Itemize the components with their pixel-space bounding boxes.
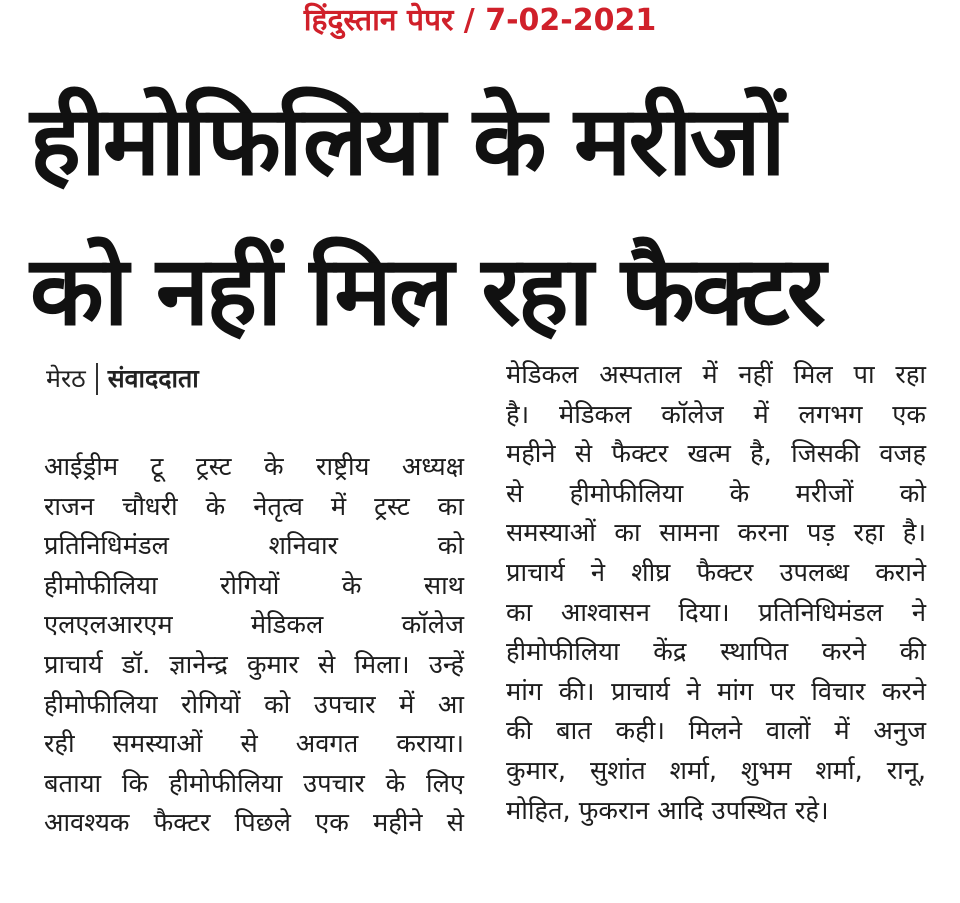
headline xyxy=(30,66,930,366)
byline-author: संवाददाता xyxy=(107,364,199,393)
article-line: से हीमोफीलिया के मरीजों को xyxy=(506,478,926,509)
article-line: की बात कही। मिलने वालों में अनुज xyxy=(506,716,926,747)
article-line: का आश्वासन दिया। प्रतिनिधिमंडल ने xyxy=(506,597,926,628)
article-line: आईड्रीम टू ट्रस्ट के राष्ट्रीय अध्यक्ष xyxy=(44,452,464,482)
article-line: हीमोफीलिया रोगियों को उपचार में आ xyxy=(44,689,464,720)
article-column-right xyxy=(506,356,926,831)
byline xyxy=(46,362,199,396)
article-line: हीमोफीलिया केंद्र स्थापित करने की xyxy=(506,637,926,668)
article-line: हीमोफीलिया रोगियों के साथ xyxy=(44,570,464,601)
article-line: मोहित, फुकरान आदि उपस्थित रहे। xyxy=(506,795,829,826)
article-line: कुमार, सुशांत शर्मा, शुभम शर्मा, रानू, xyxy=(506,755,926,786)
article-line: रही समस्याओं से अवगत कराया। xyxy=(44,729,464,760)
headline-line-1: हीमोफिलिया के मरीजों xyxy=(30,85,783,197)
byline-place: मेरठ xyxy=(46,364,86,393)
article-line: मेडिकल अस्पताल में नहीं मिल पा रहा xyxy=(506,360,926,390)
headline-line-2: को नहीं मिल रहा फैक्टर xyxy=(30,235,823,347)
article-line: समस्याओं का सामना करना पड़ रहा है। xyxy=(506,518,926,549)
article-column-left xyxy=(44,448,464,844)
article-line: महीने से फैक्टर खत्म है, जिसकी वजह xyxy=(506,439,926,470)
byline-divider xyxy=(96,363,98,395)
article-line: मांग की। प्राचार्य ने मांग पर विचार करने xyxy=(506,676,926,707)
article-line: है। मेडिकल कॉलेज में लगभग एक xyxy=(506,399,926,430)
article-line: राजन चौधरी के नेतृत्व में ट्रस्ट का xyxy=(44,491,464,522)
article-line: प्रतिनिधिमंडल शनिवार को xyxy=(44,531,464,562)
article-line: बताया कि हीमोफीलिया उपचार के लिए xyxy=(44,768,464,799)
article-line: एलएलआरएम मेडिकल कॉलेज xyxy=(44,610,464,641)
article-line: प्राचार्य ने शीघ्र फैक्टर उपलब्ध कराने xyxy=(506,557,926,588)
article-line: प्राचार्य डॉ. ज्ञानेन्द्र कुमार से मिला। उन्हें xyxy=(44,649,464,680)
article-line: आवश्यक फैक्टर पिछले एक महीने से xyxy=(44,808,464,839)
source-caption: हिंदुस्तान पेपर / 7-02-2021 xyxy=(303,3,657,38)
